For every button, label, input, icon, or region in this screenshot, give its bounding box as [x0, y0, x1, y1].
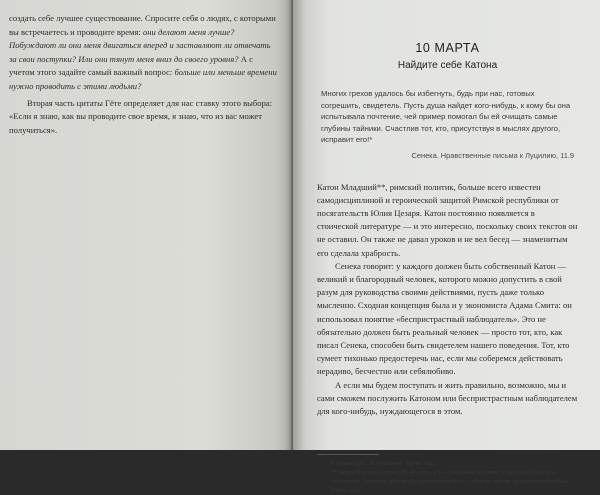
left-paragraph-2: Вторая часть цитаты Гёте определяет для нас ставку этого выбора: «Если я знаю, как вы проводите свое время, я знаю, что из вас может получиться». — [9, 97, 273, 135]
epigraph: Многих грехов удалось бы избегнуть, будь при нас, готовых согрешить, свидетель. Пусть душа найдет кого-нибудь, к кому бы она испытывала почтение, чей пример помогал бы ей очищать самые глубины тайники. Счастлив тот, кто, присутствуя в мыслях другого, исправит его!* — [321, 89, 571, 145]
left-paragraph-1-lead: создать себе лучшее существование. Спросите себя о людях, с которыми вы встречаетесь и проводите время: — [9, 13, 276, 37]
entry-date: 10 МАРТА — [415, 41, 480, 55]
footnote: * Перевод С. А. Ошерова. Прим. пер. — [331, 460, 436, 468]
left-paragraph-1-italic: они делают меня лучше? Побуждают ли они меня двигаться вперед и заставляют ли отвечать за свои поступки? Или они тянут меня вниз до своего уровня? — [9, 26, 271, 64]
body-paragraph: А если мы будем поступать и жить правильно, возможно, мы и сами сможем послужить Катоном или беспристрастным наблюдателем для кого-нибудь, нуждающегося в этом. — [317, 379, 578, 417]
right-page — [293, 0, 600, 495]
footnote-divider — [317, 454, 379, 455]
body-paragraph: Катон Младший**, римский политик, больше всего известен самодисциплиной и героической защитой Римской республики от посягательств Юлия Цезаря. Катон постоянно появляется в стоической литературе — и это интересно, поскольку своих текстов он не оставил. Он также не давал уроков и не вел бесед — знаменитым его сделала храбрость. — [317, 181, 578, 258]
body-paragraph: Сенека говорит: у каждого должен быть собственный Катон — великий и благородный человек, которого можно допустить в свой разум для руководства своими действиями, пусть даже только мысленно. Сходная концепция была и у экономиста Адама Смита: он использовал понятие «беспристрастный наблюдатель». Это не обязательно должен быть реальный человек — просто тот, кто, как писал Сенека, способен быть свидетелем нашего поведения. Тот, кто сумеет тихонько предостеречь нас, если мы соберемся действовать нерадиво, бесчестно или себялюбиво. — [317, 260, 572, 377]
body-text — [317, 181, 578, 419]
left-page — [0, 0, 293, 450]
epigraph-source: Сенека. Нравственные письма к Луцилию, 11.9 — [411, 151, 574, 161]
left-paragraph-1-mid: А с учетом этого задайте самый важный вопрос: — [9, 53, 253, 78]
footnote: ** Марк Порций Катон (95–46 до н. э.) — римский политик; считался образцом честности. Боролся против Цезаря и покончил с собой во время гражданской войны. Прим. пер. — [331, 469, 570, 495]
left-paragraph-1 — [9, 12, 277, 94]
left-paragraph-1-italic-2: больше или меньше времени нужно проводить с этими людьми? — [9, 67, 277, 91]
entry-title: Найдите себе Катона — [397, 60, 498, 72]
